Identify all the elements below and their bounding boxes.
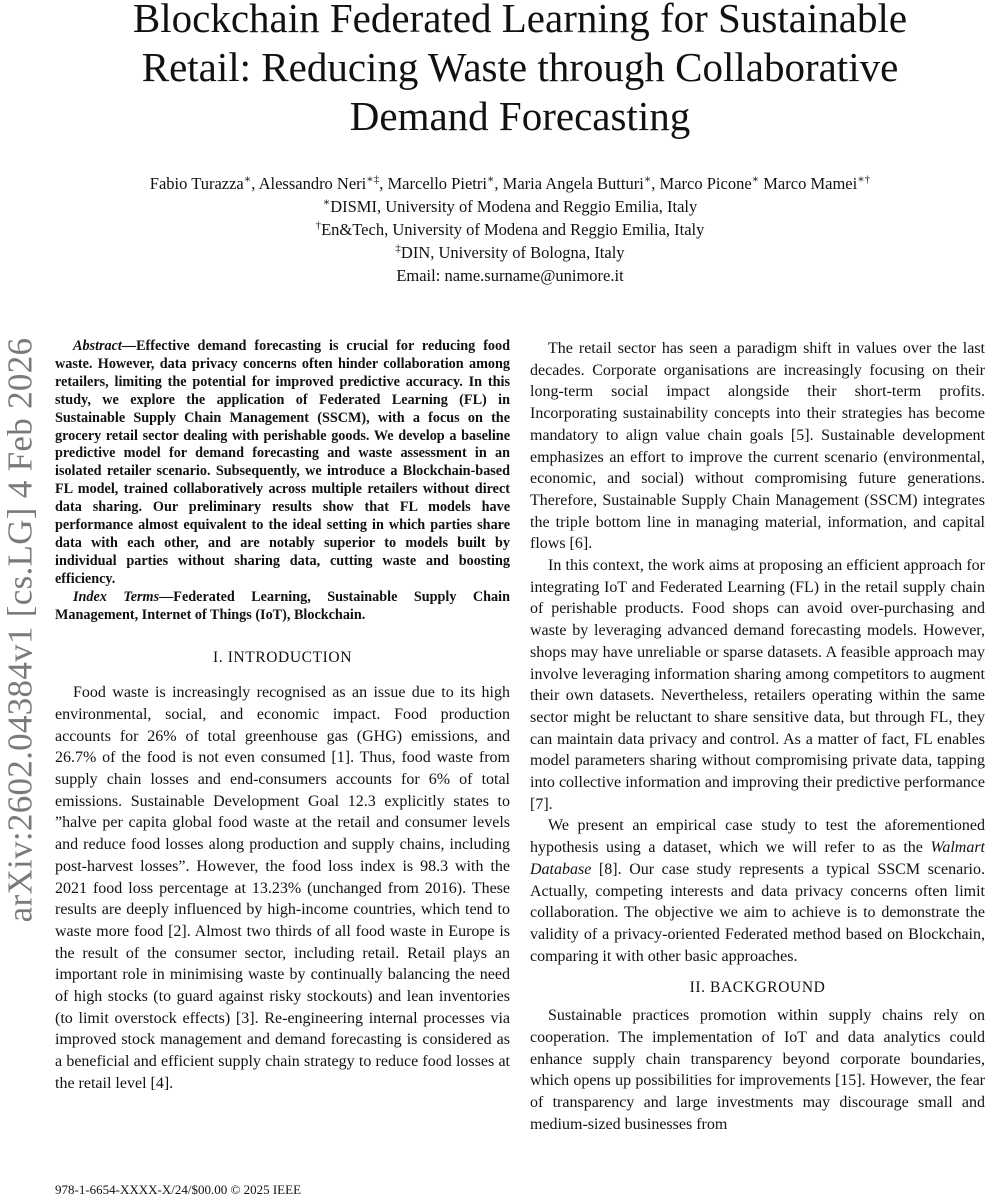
title-line: Demand Forecasting [349, 93, 691, 139]
dataset-name: Walmart Database [530, 839, 985, 878]
paragraph: Sustainable practices promotion within supply chains rely on cooperation. The implementation of IoT and data analytics could enhance supply chain transparency beyond corporate boundaries, which opens up possibilities for improvements [15]. However, the fear of transparency and large investments may discourage small and medium-sized businesses from [530, 1007, 985, 1133]
paragraph: Food waste is increasingly recognised as an issue due to its high environmental, social, and economic impact. Food production accounts for 26% of total greenhouse gas (GHG) emissions, and 26.7% of the food is not even consumed [1]. Thus, food waste from supply chain losses and end-consumers accounts for 6% of total emissions. Sustainable Development Goal 12.3 explicitly states to ”halve per capita global food waste at the retail and consumer levels and reduce food losses along production and supply chains, including post-harvest losses”. However, the food loss index is 98.3 with the 2021 food loss percentage at 13.23% (unchanged from 2016). These results are deeply influenced by high-income countries, which tend to waste more food [2]. Almost two thirds of all food waste in Europe is the result of the consumer sector, including retail. Retail plays an important role in minimising waste by continually balancing the need of high stocks (to guard against risky stockouts) and lean inventories (to limit overstock effects) [3]. Re-engineering internal processes via improved stock management and demand forecasting is considered as a beneficial and efficient supply chain strategy to reduce food losses at the retail level [4]. [55, 684, 510, 1092]
paragraph: We present an empirical case study to test the aforementioned hypothesis using a dataset, which we will refer to as the Walmart Database [8]. Our case study represents a typical SSCM scenario. Actually, competing interests and data privacy concerns often limit collaboration. The objective we aim to achieve is to demonstrate the validity of a privacy-oriented Federated method based on Blockchain, comparing it with other basic approaches. [530, 817, 985, 965]
section-heading: I. INTRODUCTION [212, 648, 352, 666]
index-terms [55, 589, 510, 625]
affiliation: †En&Tech, University of Modena and Reggio Emilia, Italy [315, 219, 705, 239]
author-name: Marco Picone [659, 174, 752, 193]
abstract-text: —Effective demand forecasting is crucial for reducing food waste. However, data privacy concerns often hinder collaboration among retailers, limiting the potential for improved predictive accuracy. In this study, we explore the application of Federated Learning (FL) in Sustainable Supply Chain Management (SSCM), with a focus on the grocery retail sector dealing with perishable goods. We develop a baseline predictive model for demand forecasting and waste assessment in an isolated retailer scenario. Subsequently, we introduce a Blockchain-based FL model, trained collaboratively across multiple retailers without direct data sharing. Our preliminary results show that FL models have performance almost equivalent to the ideal setting in which parties share data with each other, and are notably superior to models built by individual parties without sharing data, cutting waste and boosting efficiency. [55, 338, 510, 587]
email-line: Email: name.surname@unimore.it [396, 266, 624, 285]
paper-title [60, 0, 980, 141]
author-name: Maria Angela Butturi [502, 174, 644, 193]
abstract [55, 338, 510, 589]
affiliation-mark: ∗ [486, 173, 495, 186]
arxiv-stamp [0, 310, 40, 950]
paragraph: In this context, the work aims at proposing an efficient approach for integrating IoT and Federated Learning (FL) in the retail supply chain of perishable products. Food shops can avoid over-purchasing and waste by leveraging advanced demand forecasting models. However, shops may have unreliable or sparse datasets. A feasible approach may involve leveraging information sharing among competitors to augment their own datasets. Nevertheless, retailers operating within the same sector might be reluctant to share sensitive data, but through FL, they can maintain data privacy and control. As a matter of fact, FL enables model parameters sharing without compromising private data, tapping into collective information and improving their predictive performance [7]. [530, 557, 985, 813]
author-list: Fabio Turazza∗, Alessandro Neri∗‡, Marcello Pietri∗, Maria Angela Butturi∗, Marco Picone∗ Marco Mamei∗† [149, 173, 871, 193]
index-terms-label: Index Terms [73, 588, 160, 605]
right-column [530, 338, 985, 1135]
author-block [40, 172, 980, 287]
author-name: Fabio Turazza [149, 174, 244, 193]
affiliation: ∗DISMI, University of Modena and Reggio Emilia, Italy [322, 196, 698, 216]
title-line: Blockchain Federated Learning for Sustainable [132, 0, 908, 41]
affiliation-mark: ∗ [243, 173, 252, 186]
author-name: Marcello Pietri [387, 174, 487, 193]
abstract-label: Abstract [73, 338, 122, 354]
email-address: name.surname@unimore.it [444, 266, 624, 285]
affiliation: ‡DIN, University of Bologna, Italy [395, 242, 625, 262]
affiliation-mark: ∗ [643, 173, 652, 186]
affiliation-mark: ∗ [751, 173, 760, 186]
arxiv-stamp-text: arXiv:2602.04384v1 [cs.LG] 4 Feb 2026 [0, 337, 40, 923]
section-heading: II. BACKGROUND [689, 979, 826, 997]
author-name: Marco Mamei [763, 174, 858, 193]
title-line: Retail: Reducing Waste through Collaborative [141, 44, 899, 90]
copyright-footer: 978-1-6654-XXXX-X/24/$00.00 © 2025 IEEE [55, 1182, 302, 1197]
affiliation-mark: ∗† [857, 173, 871, 186]
index-terms-text: —Federated Learning, Sustainable Supply Chain Management, Internet of Things (IoT), Blockchain. [55, 588, 510, 623]
affiliation-mark: ∗‡ [366, 173, 380, 186]
paragraph: The retail sector has seen a paradigm shift in values over the last decades. Corporate organisations are increasingly focusing on their long-term social impact alongside their short-term profits. Incorporating sustainability concepts into their strategies has become mandatory to align value chain goals [5]. Sustainable development emphasizes an effort to improve the current scenario (environmental, economic, and social) without compromising future generations. Therefore, Sustainable Supply Chain Management (SSCM) integrates the triple bottom line in managing material, information, and capital flows [6]. [530, 340, 985, 553]
author-name: Alessandro Neri [258, 174, 367, 193]
left-column [55, 338, 510, 1095]
